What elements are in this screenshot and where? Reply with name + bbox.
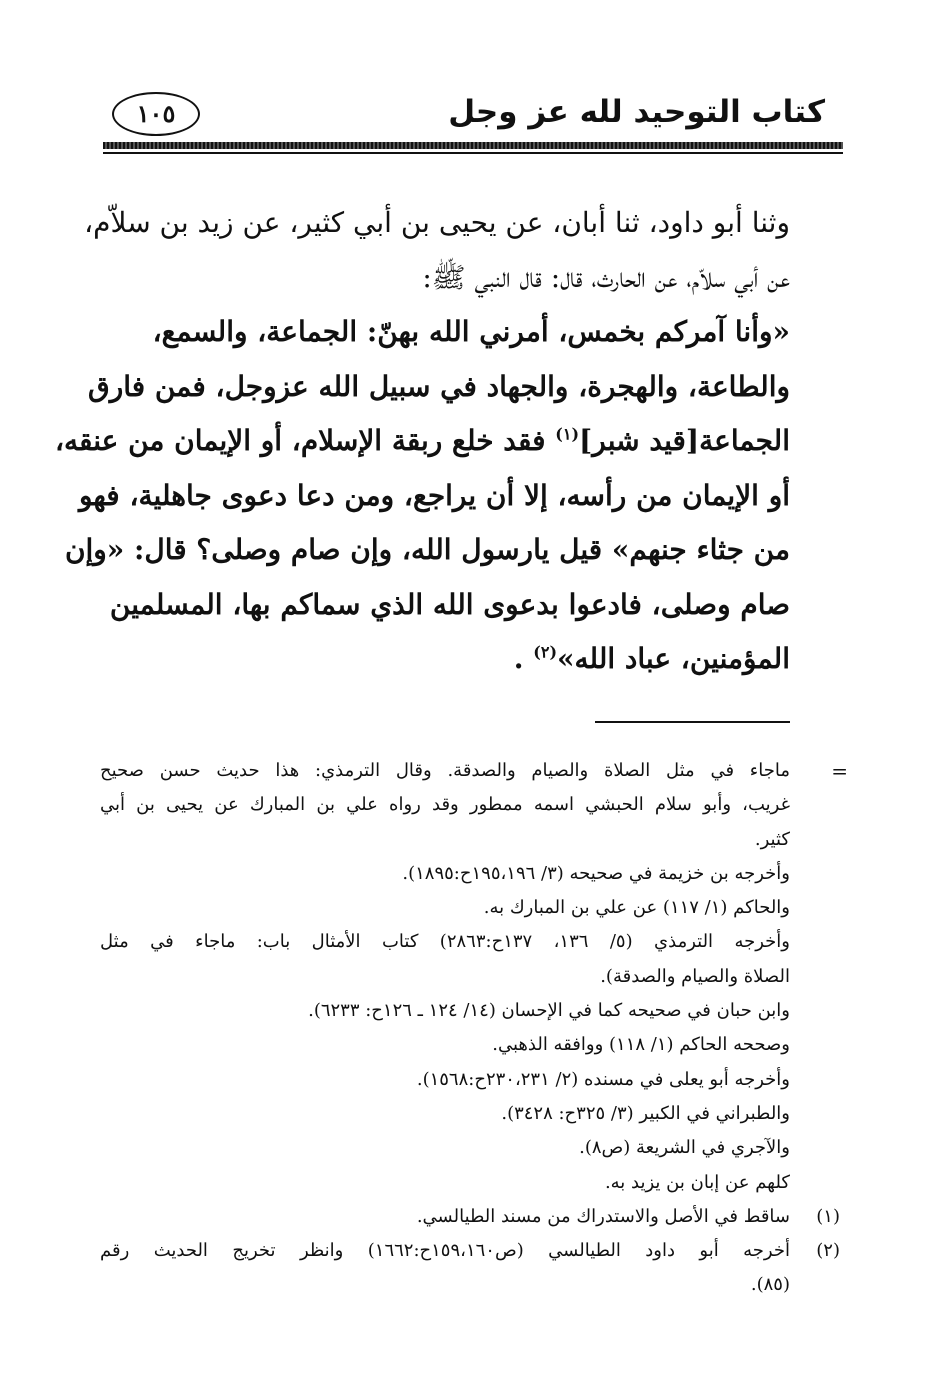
footnote-line: غريب، وأبو سلام الحبشي اسمه ممطور وقد رواه علي بن المبارك عن يحيى بن أبي (100, 794, 790, 816)
footnote-1: (١) ساقط في الأصل والاستدراك من مسند الطيالسي. (100, 1200, 790, 1234)
footnote-line: كثير. (754, 828, 790, 850)
final-period: . (513, 642, 524, 675)
header-rule-thick (103, 142, 843, 149)
footnote-2-continuation: (٨٥). (750, 1274, 790, 1296)
footnote-1-label: (١) (816, 1205, 840, 1227)
hadith-line: والطاعة، والهجرة، والجهاد في سبيل الله عزوجل، فمن فارق (87, 369, 790, 403)
footnote-line: = ماجاء في مثل الصلاة والصيام والصدقة. وقال الترمذي: هذا حديث حسن صحيح (100, 754, 790, 788)
footnote-ref-1[interactable]: (١) (555, 424, 580, 444)
hadith-line: المؤمنين، عباد الله»$^{(٢)}$ . (513, 642, 790, 675)
main-text (54, 196, 790, 687)
footnote-line: والحاكم (١/ ١١٧) عن علي بن المبارك به. (483, 897, 790, 919)
footnote-separator (595, 721, 790, 723)
footnote-line: الصلاة والصيام والصدقة). (600, 965, 790, 987)
hadith-line: صام وصلى، فادعوا بدعوى الله الذي سماكم بها، المسلمين (109, 587, 790, 621)
footnote-line: وأخرجه الترمذي (٥/ ١٣٦، ١٣٧ح:٢٨٦٣) كتاب الأمثال باب: ماجاء في مثل (100, 931, 790, 953)
footnote-line: وصححه الحاكم (١/ ١١٨) ووافقه الذهبي. (492, 1034, 790, 1056)
footnote-line: وابن حبان في صحيحه كما في الإحسان (١٤/ ١٢٤ ـ ١٢٦ح: ٦٢٣٣). (308, 1000, 790, 1022)
hadith-line: الجماعة[قيد شبر]$^{(١)}$ فقد خلع ربقة الإسلام، أو الإيمان من عنقه، (54, 424, 790, 457)
page-header (0, 0, 945, 160)
footnote-line: كلهم عن إبان بن يزيد به. (604, 1171, 790, 1193)
footnotes (100, 754, 848, 1303)
footnote-ref-2[interactable]: (٢) (533, 642, 558, 662)
footnote-2-label: (٢) (816, 1240, 840, 1262)
footnote-line: والآجري في الشريعة (ص٨). (579, 1137, 790, 1159)
footnote-line: وأخرجه بن خزيمة في صحيحه (٣/ ١٩٥،١٩٦ح:١٨٩٥). (402, 862, 790, 884)
page-number: ١٠٥ (112, 92, 200, 136)
text-line: عن أبي سلاّم، عن الحارث، قال: قال النبي ﷺ: (422, 260, 790, 294)
footnote-line: والطبراني في الكبير (٣/ ٣٢٥ح: ٣٤٢٨). (501, 1102, 790, 1124)
hadith-line: «وأنا آمركم بخمس، أمرني الله بهنّ: الجماعة، والسمع، (152, 315, 790, 348)
footnote-line: وأخرجه أبو يعلى في مسنده (٢/ ٢٣٠،٢٣١ح:١٥٦٨). (416, 1068, 790, 1090)
hadith-line: من جثاء جنهم» قيل يارسول الله، وإن صام وصلى؟ قال: «وإن (64, 533, 790, 566)
hadith-line: أو الإيمان من رأسه، إلا أن يراجع، ومن دعا دعوى جاهلية، فهو (78, 478, 790, 512)
text-line: وثنا أبو داود، ثنا أبان، عن يحيى بن أبي كثير، عن زيد بن سلاّم، (84, 206, 790, 239)
footnote-2: (٢) أخرجه أبو داود الطيالسي (ص١٥٩،١٦٠ح:١٦٦٢) وانظر تخريج الحديث رقم (100, 1234, 790, 1268)
continuation-mark: = (831, 759, 848, 783)
bracketed-insertion: الجماعة[قيد شبر] (579, 424, 790, 457)
book-title: كتاب التوحيد لله عز وجل (448, 94, 825, 130)
header-rule-thin (103, 152, 843, 154)
